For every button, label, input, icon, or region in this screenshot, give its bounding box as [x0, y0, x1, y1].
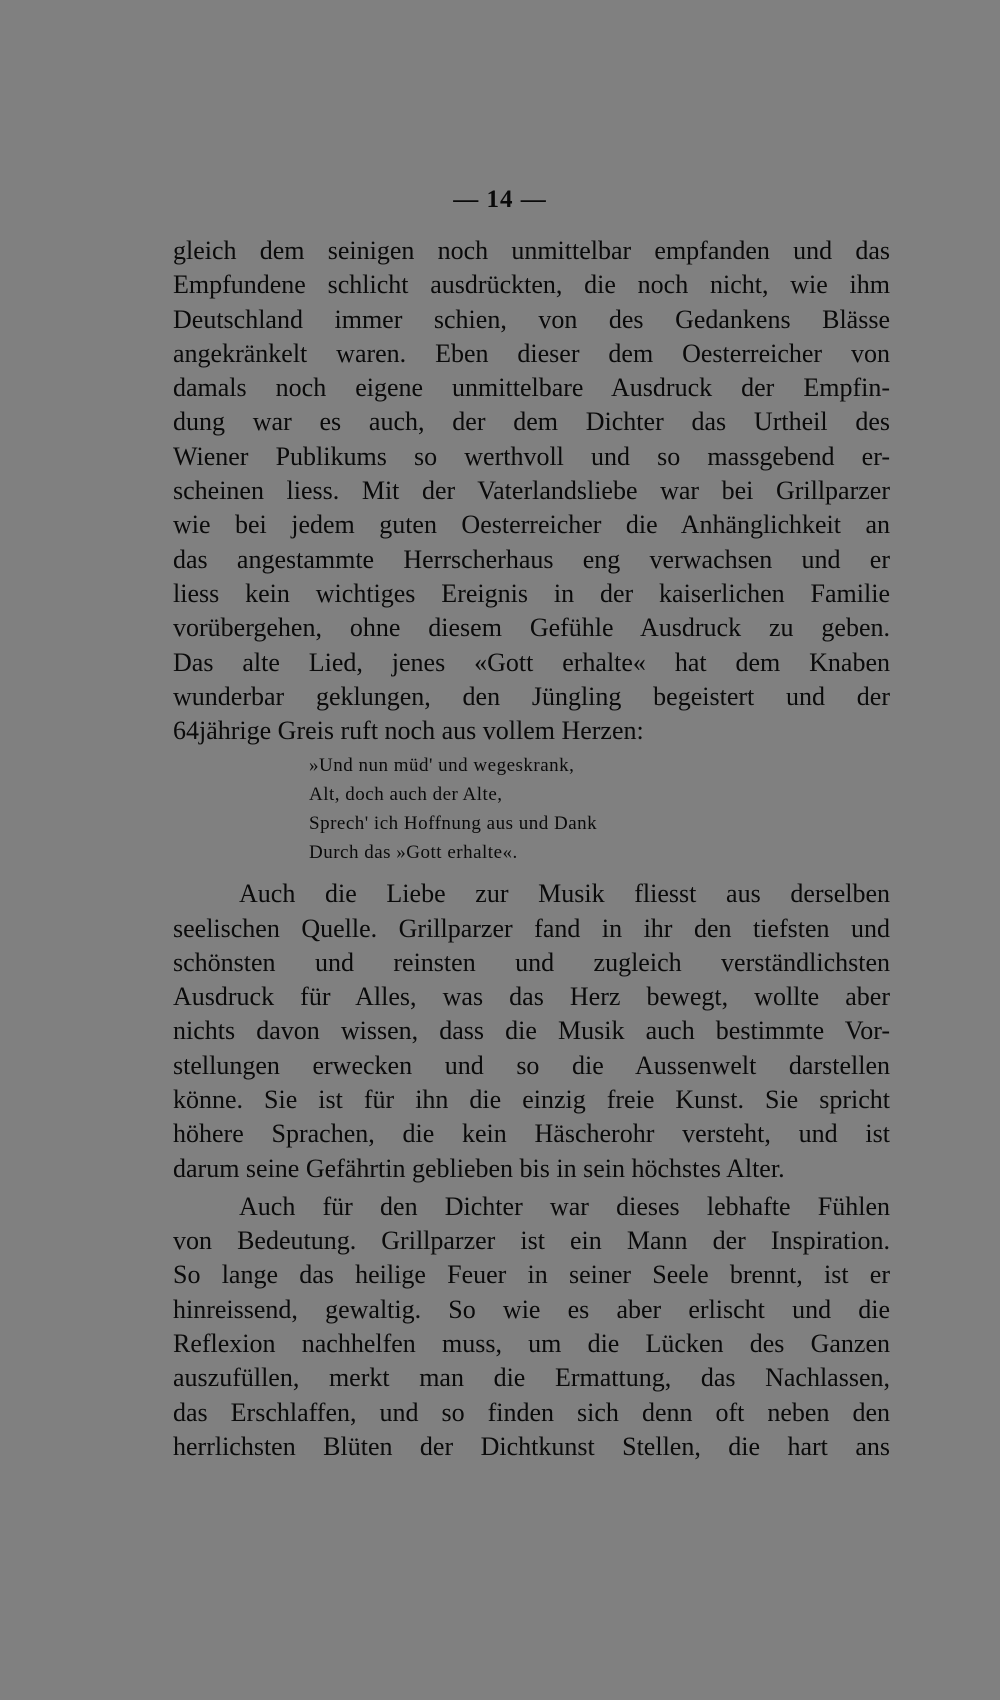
text-line: auszufüllen, merkt man die Ermattung, das Nachlassen,: [173, 1363, 890, 1393]
text-line: hinreissend, gewaltig. So wie es aber erlischt und die: [173, 1294, 890, 1324]
text-line: liess kein wichtiges Ereignis in der kaiserlichen Familie: [173, 578, 890, 608]
text-line: Das alte Lied, jenes «Gott erhalte« hat dem Knaben: [173, 647, 890, 677]
text-line: Reflexion nachhelfen muss, um die Lücken des Ganzen: [173, 1329, 890, 1359]
text-line: das angestammte Herrscherhaus eng verwachsen und er: [173, 544, 890, 574]
text-line: das Erschlaffen, und so finden sich denn oft neben den: [173, 1397, 890, 1427]
text-line: dung war es auch, der dem Dichter das Urtheil des: [173, 407, 890, 437]
poem-line: Durch das »Gott erhalte«.: [309, 841, 518, 863]
text-line: Auch für den Dichter war dieses lebhafte Fühlen: [239, 1191, 890, 1221]
text-line: nichts davon wissen, dass die Musik auch bestimmte Vor-: [173, 1016, 890, 1046]
poem-line: Sprech' ich Hoffnung aus und Dank: [309, 812, 598, 834]
text-line: könne. Sie ist für ihn die einzig freie Kunst. Sie spricht: [173, 1084, 890, 1114]
text-line: Empfundene schlicht ausdrückten, die noch nicht, wie ihm: [173, 270, 890, 300]
text-line: wunderbar geklungen, den Jüngling begeistert und der: [173, 681, 890, 711]
text-line: darum seine Gefährtin geblieben bis in sein höchstes Alter.: [173, 1153, 785, 1183]
text-line: schönsten und reinsten und zugleich verständlichsten: [173, 947, 890, 977]
page-number: — 14 —: [453, 186, 547, 213]
poem-quote: [309, 752, 890, 867]
paragraph-1: [173, 234, 890, 748]
text-line: seelischen Quelle. Grillparzer fand in ihr den tiefsten und: [173, 913, 890, 943]
text-line: höhere Sprachen, die kein Häscherohr versteht, und ist: [173, 1119, 890, 1149]
poem-line: »Und nun müd' und wegeskrank,: [309, 755, 575, 777]
body-text: [173, 234, 890, 1464]
text-line: gleich dem seinigen noch unmittelbar empfanden und das: [173, 236, 890, 265]
text-line: wie bei jedem guten Oesterreicher die Anhänglichkeit an: [173, 510, 890, 540]
text-line: vorübergehen, ohne diesem Gefühle Ausdruck zu geben.: [173, 613, 890, 643]
text-line: Auch die Liebe zur Musik fliesst aus derselben: [239, 879, 890, 909]
text-line: herrlichsten Blüten der Dichtkunst Stellen, die hart ans: [173, 1431, 890, 1461]
paragraph-3: [173, 1190, 890, 1464]
text-line: Wiener Publikums so werthvoll und so massgebend er-: [173, 441, 890, 471]
poem-line: Alt, doch auch der Alte,: [309, 784, 503, 806]
text-line: damals noch eigene unmittelbare Ausdruck der Empfin-: [173, 373, 890, 403]
paragraph-2: [173, 877, 890, 1186]
text-line: So lange das heilige Feuer in seiner Seele brennt, ist er: [173, 1260, 890, 1290]
text-line: von Bedeutung. Grillparzer ist ein Mann der Inspiration.: [173, 1226, 890, 1256]
text-line: 64jährige Greis ruft noch aus vollem Herzen:: [173, 716, 644, 746]
text-line: Ausdruck für Alles, was das Herz bewegt, wollte aber: [173, 982, 890, 1012]
text-line: stellungen erwecken und so die Aussenwelt darstellen: [173, 1050, 890, 1080]
text-line: scheinen liess. Mit der Vaterlandsliebe war bei Grillparzer: [173, 476, 890, 506]
text-line: Deutschland immer schien, von des Gedankens Blässe: [173, 304, 890, 334]
text-line: angekränkelt waren. Eben dieser dem Oesterreicher von: [173, 338, 890, 368]
